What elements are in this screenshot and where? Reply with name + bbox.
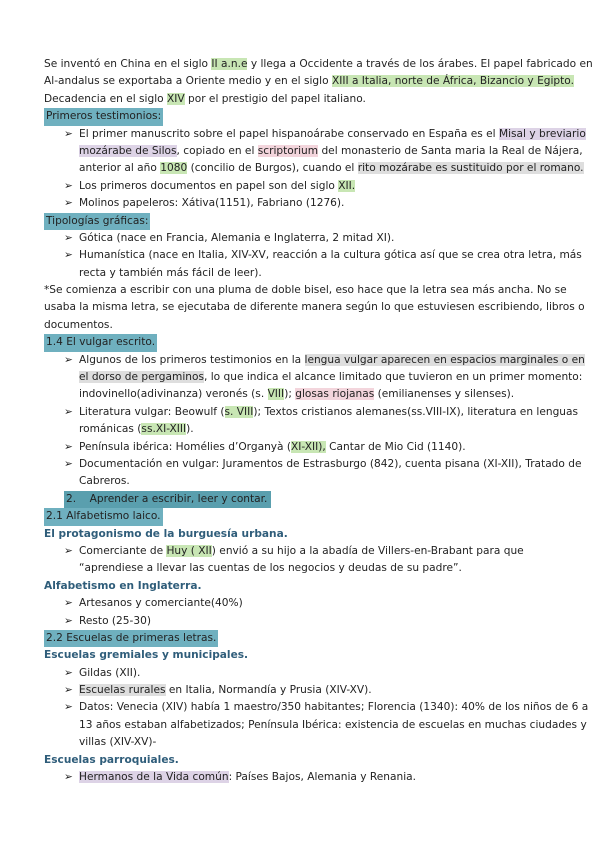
text: Molinos papeleros: Xátiva(1151), Fabriano (1276). bbox=[79, 197, 345, 210]
highlight: ss.XI-XIII bbox=[141, 423, 187, 436]
text: Cantar de Mio Cid (1140). bbox=[325, 440, 466, 453]
list-item-continuation bbox=[44, 160, 584, 177]
text: (concilio de Burgos), cuando el bbox=[187, 162, 358, 175]
arrow-bullet-icon: ➢ bbox=[64, 440, 73, 453]
section-heading-tipologias: Tipologías gráficas: bbox=[44, 213, 150, 230]
text: *Se comienza a escribir con una pluma de doble bisel, eso hace que la letra sea más ancha. No se bbox=[44, 284, 567, 297]
subheading: Escuelas parroquiales. bbox=[44, 753, 179, 766]
list-item-continuation bbox=[44, 143, 583, 160]
arrow-bullet-icon: ➢ bbox=[64, 353, 73, 366]
highlight: scriptorium bbox=[257, 144, 319, 157]
text: por el prestigio del papel italiano. bbox=[184, 92, 366, 105]
document-page bbox=[44, 56, 593, 786]
text: ); bbox=[284, 388, 296, 401]
text: Documentación en vulgar: Juramentos de Estrasburgo (842), cuenta pisana (XI-XII), Tratado de bbox=[79, 457, 582, 470]
arrow-bullet-icon: ➢ bbox=[64, 684, 73, 697]
text: 13 años estaban alfabetizados; Península Ibérica: existencia de escuelas en muchas ciudades y bbox=[79, 718, 587, 731]
list-item-continuation bbox=[44, 421, 558, 438]
highlight: 1080 bbox=[160, 162, 188, 175]
highlight: XIV bbox=[166, 92, 185, 105]
text: , lo que indica el alcance limitado que tuvieron en un primer momento: bbox=[203, 371, 583, 384]
arrow-bullet-icon: ➢ bbox=[64, 405, 73, 418]
list-item bbox=[44, 247, 582, 264]
list-item-continuation bbox=[44, 734, 558, 751]
highlight: el dorso de pergaminos bbox=[79, 371, 204, 384]
highlight: Escuelas rurales bbox=[79, 684, 166, 697]
list-item bbox=[44, 230, 558, 247]
highlight: lengua vulgar aparecen en espacios marginales o en bbox=[304, 353, 585, 366]
highlight: Misal y breviario bbox=[498, 127, 586, 140]
list-item bbox=[44, 769, 558, 786]
arrow-bullet-icon: ➢ bbox=[64, 127, 73, 140]
section-heading-vulgar: 1.4 El vulgar escrito. bbox=[44, 334, 157, 351]
highlight: mozárabe de Silos bbox=[79, 144, 177, 157]
list-item bbox=[44, 699, 589, 716]
intro-line-3 bbox=[44, 91, 558, 108]
text: indovinello(adivinanza) veronés (s. bbox=[79, 388, 268, 401]
subheading: Alfabetismo en Inglaterra. bbox=[44, 579, 202, 592]
highlight: XI-XII), bbox=[291, 440, 326, 453]
arrow-bullet-icon: ➢ bbox=[64, 249, 73, 262]
note-line-1 bbox=[44, 282, 567, 299]
text: románicas ( bbox=[79, 423, 142, 436]
text: y llega a Occidente a través de los árabes. El papel fabricado en bbox=[247, 58, 593, 70]
highlight: XII. bbox=[338, 179, 356, 192]
text: ) envió a su hijo a la abadía de Villers-en-Brabant para que bbox=[211, 544, 524, 557]
subheading: Escuelas gremiales y municipales. bbox=[44, 649, 249, 662]
text: Datos: Venecia (XIV) había 1 maestro/350 habitantes; Florencia (1340): 40% de los niños de 6 a bbox=[79, 701, 589, 714]
text: Decadencia en el siglo bbox=[44, 92, 167, 105]
arrow-bullet-icon: ➢ bbox=[64, 197, 73, 210]
text: del monasterio de Santa maria la Real de Nájera, bbox=[318, 144, 583, 157]
text: Humanística (nace en Italia, XIV-XV, reacción a la cultura gótica así que se crea otra letra, más bbox=[79, 249, 582, 262]
text: : Países Bajos, Alemania y Renania. bbox=[228, 771, 417, 784]
section-heading-escuelas: 2.2 Escuelas de primeras letras. bbox=[44, 630, 218, 647]
text: El primer manuscrito sobre el papel hispanoárabe conservado en España es el bbox=[79, 127, 499, 140]
note-line-2 bbox=[44, 299, 585, 316]
list-item bbox=[44, 439, 558, 456]
text: Península ibérica: Homélies d’Organyà ( bbox=[79, 440, 292, 453]
section-number: 2. bbox=[66, 492, 77, 505]
text: documentos. bbox=[44, 318, 113, 331]
list-item bbox=[44, 404, 579, 421]
highlight: glosas riojanas bbox=[295, 388, 375, 401]
list-item bbox=[44, 613, 558, 630]
text: Comerciante de bbox=[79, 544, 167, 557]
text: Se inventó en China en el siglo bbox=[44, 58, 212, 70]
intro-line-2 bbox=[44, 73, 574, 90]
section-2-heading bbox=[44, 491, 558, 508]
text: usaba la misma letra, se ejecutaba de diferente manera según lo que estuviesen escribiendo, libros o bbox=[44, 301, 585, 314]
subheading: El protagonismo de la burguesía urbana. bbox=[44, 527, 288, 540]
text: Algunos de los primeros testimonios en la bbox=[79, 353, 305, 366]
section-heading-alfabetismo: 2.1 Alfabetismo laico. bbox=[44, 508, 163, 525]
list-item-continuation bbox=[44, 473, 558, 490]
list-item bbox=[44, 456, 582, 473]
arrow-bullet-icon: ➢ bbox=[64, 544, 73, 557]
note-line-3 bbox=[44, 317, 558, 334]
text: recta y también más fácil de leer). bbox=[79, 266, 262, 279]
text: en Italia, Normandía y Prusia (XIV-XV). bbox=[165, 684, 372, 697]
list-item-continuation bbox=[44, 369, 583, 386]
list-item bbox=[44, 665, 558, 682]
highlight: Huy ( XII bbox=[166, 544, 212, 557]
arrow-bullet-icon: ➢ bbox=[64, 701, 73, 714]
highlight: rito mozárabe es sustituido por el romano. bbox=[357, 162, 584, 175]
highlight: Hermanos de la Vida común bbox=[79, 771, 229, 784]
highlight: VIII bbox=[267, 388, 285, 401]
text: Literatura vulgar: Beowulf ( bbox=[79, 405, 225, 418]
arrow-bullet-icon: ➢ bbox=[64, 614, 73, 627]
text: anterior al año bbox=[79, 162, 161, 175]
section-title: Aprender a escribir, leer y contar. bbox=[89, 492, 268, 505]
text: Los primeros documentos en papel son del siglo bbox=[79, 179, 339, 192]
list-item-continuation bbox=[44, 386, 558, 403]
list-item bbox=[44, 195, 558, 212]
text: Resto (25-30) bbox=[79, 614, 151, 627]
intro-line-1 bbox=[44, 56, 593, 73]
list-item bbox=[44, 682, 558, 699]
text: villas (XIV-XV)- bbox=[79, 736, 157, 749]
text: Gótica (nace en Francia, Alemania e Inglaterra, 2 mitad XI). bbox=[79, 231, 395, 244]
text: Artesanos y comerciante(40%) bbox=[79, 597, 243, 610]
arrow-bullet-icon: ➢ bbox=[64, 666, 73, 679]
list-item bbox=[44, 126, 586, 143]
arrow-bullet-icon: ➢ bbox=[64, 771, 73, 784]
arrow-bullet-icon: ➢ bbox=[64, 597, 73, 610]
arrow-bullet-icon: ➢ bbox=[64, 231, 73, 244]
text: Al-andalus se exportaba a Oriente medio y en el siglo bbox=[44, 75, 332, 88]
list-item bbox=[44, 595, 558, 612]
text: Gildas (XII). bbox=[79, 666, 141, 679]
text: ); Textos cristianos alemanes(ss.VIII-IX), literatura en lenguas bbox=[253, 405, 579, 418]
list-item bbox=[44, 178, 558, 195]
text: “aprendiese a llevar las cuentas de los negocios y deudas de su padre”. bbox=[79, 562, 462, 575]
list-item-continuation bbox=[44, 560, 558, 577]
highlight: XIII a Italia, norte de África, Bizancio y Egipto. bbox=[331, 75, 574, 88]
list-item bbox=[44, 352, 585, 369]
highlight: s. VIII bbox=[224, 405, 254, 418]
text: Cabreros. bbox=[79, 475, 130, 488]
text: , copiado en el bbox=[176, 144, 258, 157]
list-item-continuation bbox=[44, 265, 558, 282]
section-heading-primeros: Primeros testimonios: bbox=[44, 108, 163, 125]
text: ). bbox=[186, 423, 194, 436]
list-item-continuation bbox=[44, 717, 587, 734]
arrow-bullet-icon: ➢ bbox=[64, 179, 73, 192]
highlight: II a.n.e bbox=[211, 58, 248, 70]
arrow-bullet-icon: ➢ bbox=[64, 457, 73, 470]
text: (emilianenses y silenses). bbox=[374, 388, 515, 401]
list-item bbox=[44, 543, 558, 560]
